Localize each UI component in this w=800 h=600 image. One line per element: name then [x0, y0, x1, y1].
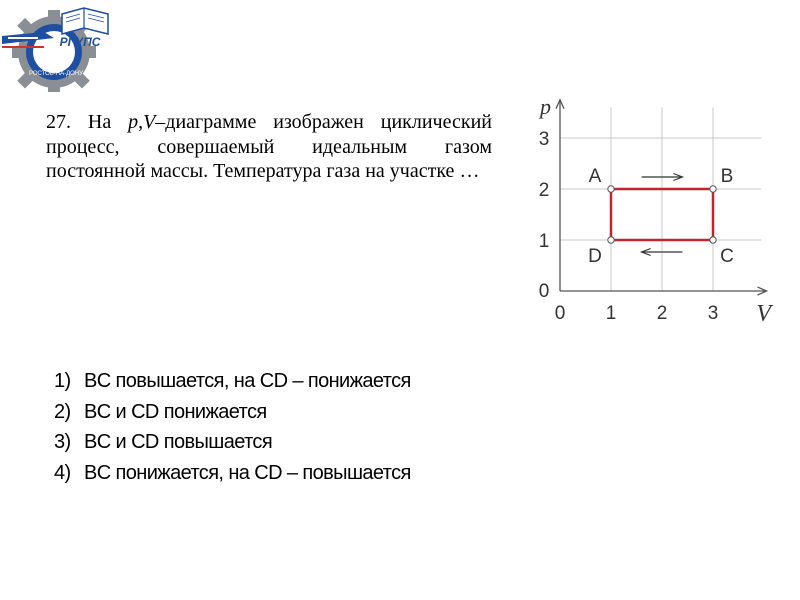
question-number: 27. [46, 111, 71, 133]
x-tick-label: 2 [656, 303, 668, 324]
question-lead: На [87, 111, 112, 133]
answer-option-4[interactable] [44, 458, 411, 489]
answer-text: BC и CD понижается [84, 400, 267, 423]
answer-number: 3) [54, 431, 71, 453]
answer-text: BC повышается, на CD – понижается [84, 370, 411, 392]
answer-option-3[interactable] [44, 427, 411, 458]
university-logo [0, 0, 112, 92]
question-body: –диаграмме изображен циклический процесс, совершаемый идеальным газом постоянной массы. Температура газа на участке … [46, 111, 492, 182]
state-point-d [608, 237, 614, 243]
pressure-symbol: p [128, 111, 139, 133]
state-label-c: C [720, 246, 734, 267]
answer-option-1[interactable] [44, 366, 411, 397]
answer-number: 1) [54, 370, 71, 392]
x-tick-label: 3 [707, 303, 719, 324]
state-label-b: B [720, 166, 734, 187]
logo-ring-text: РОСТОВ-НА-ДОНУ [29, 71, 83, 77]
answer-option-2[interactable] [44, 397, 411, 428]
answer-options [44, 366, 411, 488]
y-tick-label: 1 [538, 231, 550, 252]
logo-text: РГУПС [59, 35, 101, 49]
x-tick-label: 0 [554, 303, 566, 324]
x-tick-label: 1 [605, 303, 617, 324]
x-axis-label: V [756, 301, 772, 325]
state-point-c [710, 237, 716, 243]
comma: , [138, 111, 144, 133]
question-text [46, 110, 492, 184]
y-tick-label: 2 [538, 180, 550, 201]
volume-symbol: V [143, 111, 156, 133]
answer-number: 4) [54, 461, 71, 484]
pv-diagram [520, 90, 780, 325]
answer-text: BC понижается, на CD – повышается [84, 461, 411, 484]
state-point-a [608, 186, 614, 192]
answer-text: BC и CD повышается [84, 431, 273, 453]
state-label-a: A [588, 166, 602, 187]
y-axis-label: p [540, 93, 551, 119]
state-label-d: D [588, 246, 602, 267]
y-tick-label: 0 [538, 281, 550, 302]
y-tick-label: 3 [538, 129, 550, 150]
state-point-b [710, 186, 716, 192]
answer-number: 2) [54, 400, 71, 423]
